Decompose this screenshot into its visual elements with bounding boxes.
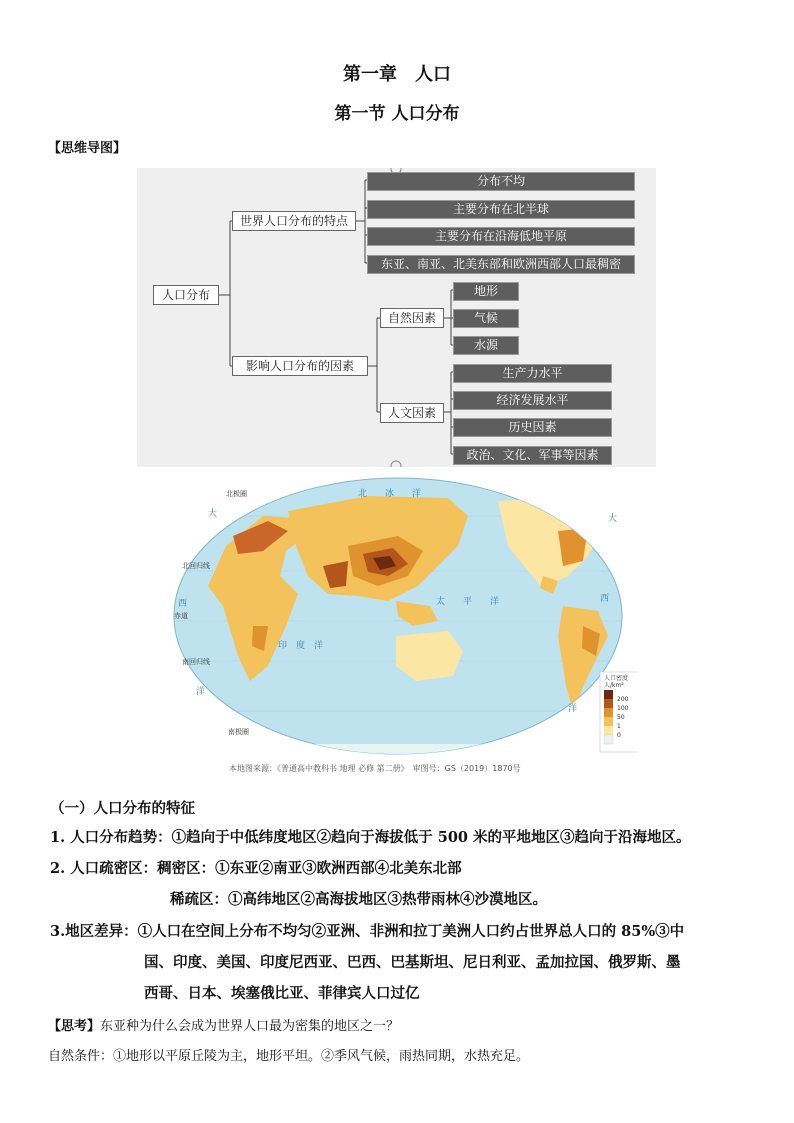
mindmap-leaf: 东亚、南亚、北美东部和欧洲西部人口最稠密 — [367, 255, 635, 274]
think-answer: 自然条件：①地形以平原丘陵为主，地形平坦。②季风气候，雨热同期，水热充足。 — [48, 1049, 530, 1064]
section-heading: （一）人口分布的特征 — [50, 800, 195, 817]
mindmap-root: 人口分布 — [153, 285, 219, 305]
mindmap-tag: 【思维导图】 — [48, 141, 127, 156]
legend-tick: 200 — [617, 696, 629, 703]
legend-title: 人口密度 — [604, 675, 629, 682]
map-label: 南极圈 — [228, 728, 249, 736]
ocean-label: 西 — [178, 599, 188, 609]
paragraph-line: 国、印度、美国、印度尼西亚、巴西、巴基斯坦、尼日利亚、孟加拉国、俄罗斯、墨 — [144, 954, 681, 971]
mindmap-leaf: 生产力水平 — [453, 364, 612, 383]
ocean-label: 大 — [208, 509, 218, 519]
map-source: 本地图来源：《普通高中教科书 地理 必修 第二册》 审图号：GS（2019）1870号 — [229, 764, 521, 773]
mindmap-leaf: 水源 — [453, 336, 519, 355]
ocean-label: 印 度 洋 — [278, 641, 324, 651]
mindmap-leaf: 主要分布在北半球 — [367, 200, 635, 219]
mindmap-leaf: 分布不均 — [367, 172, 635, 191]
land-australia — [396, 631, 463, 681]
map-label: 北极圈 — [226, 490, 247, 498]
map-label: 北回归线 — [182, 562, 210, 570]
legend-unit: 人/km² — [604, 682, 624, 689]
section-title: 第一节 人口分布 — [334, 104, 460, 124]
ocean-label: 洋 — [568, 704, 578, 714]
legend-tick: 1 — [617, 723, 621, 730]
ocean-label: 洋 — [196, 687, 206, 697]
world-map-svg — [168, 476, 638, 761]
paragraph-line: 西哥、日本、埃塞俄比亚、菲律宾人口过亿 — [144, 985, 420, 1002]
mindmap-leaf: 气候 — [453, 309, 519, 328]
think-tag: 【思考】 — [48, 1019, 101, 1034]
population-density-map — [168, 476, 638, 761]
chapter-title: 第一章 人口 — [343, 64, 451, 85]
mindmap-leaf: 主要分布在沿海低地平原 — [367, 227, 635, 246]
map-label: 南回归线 — [182, 658, 210, 666]
legend-tick: 100 — [617, 705, 629, 712]
mind-map — [137, 168, 656, 467]
paragraph-line: 3.地区差异：①人口在空间上分布不均匀②亚洲、非洲和拉丁美洲人口约占世界总人口的 85%③中 — [50, 923, 685, 940]
ocean-label: 西 — [600, 594, 610, 604]
mindmap-leaf: 地形 — [453, 282, 519, 301]
paragraph-line: 1. 人口分布趋势：①趋向于中低纬度地区②趋向于海拔低于 500 米的平地地区③趋向于沿海地区。 — [50, 829, 691, 846]
ocean-label: 太 平 洋 — [436, 597, 500, 607]
paragraph-line: 稀疏区：①高纬地区②高海拔地区③热带雨林④沙漠地区。 — [170, 891, 547, 908]
ocean-label: 大 — [608, 514, 618, 524]
think-block — [48, 1015, 399, 1034]
paragraph-line: 2. 人口疏密区：稠密区：①东亚②南亚③欧洲西部④北美东北部 — [50, 860, 462, 877]
map-label: 赤道 — [174, 612, 188, 620]
mindmap-human: 人文因素 — [380, 403, 444, 423]
mindmap-natural: 自然因素 — [380, 308, 444, 328]
mindmap-branch-factors: 影响人口分布的因素 — [232, 356, 368, 376]
legend-tick: 0 — [617, 732, 621, 739]
ocean-label: 北 冰 洋 — [358, 489, 422, 499]
think-question: 东亚种为什么会成为世界人口最为密集的地区之一？ — [100, 1019, 400, 1034]
mindmap-leaf: 政治、文化、军事等因素 — [453, 446, 612, 465]
mindmap-leaf: 经济发展水平 — [453, 391, 612, 410]
map-legend — [600, 672, 638, 752]
mindmap-branch-features: 世界人口分布的特点 — [232, 211, 356, 231]
legend-tick: 50 — [617, 714, 625, 721]
mindmap-leaf: 历史因素 — [453, 418, 612, 437]
